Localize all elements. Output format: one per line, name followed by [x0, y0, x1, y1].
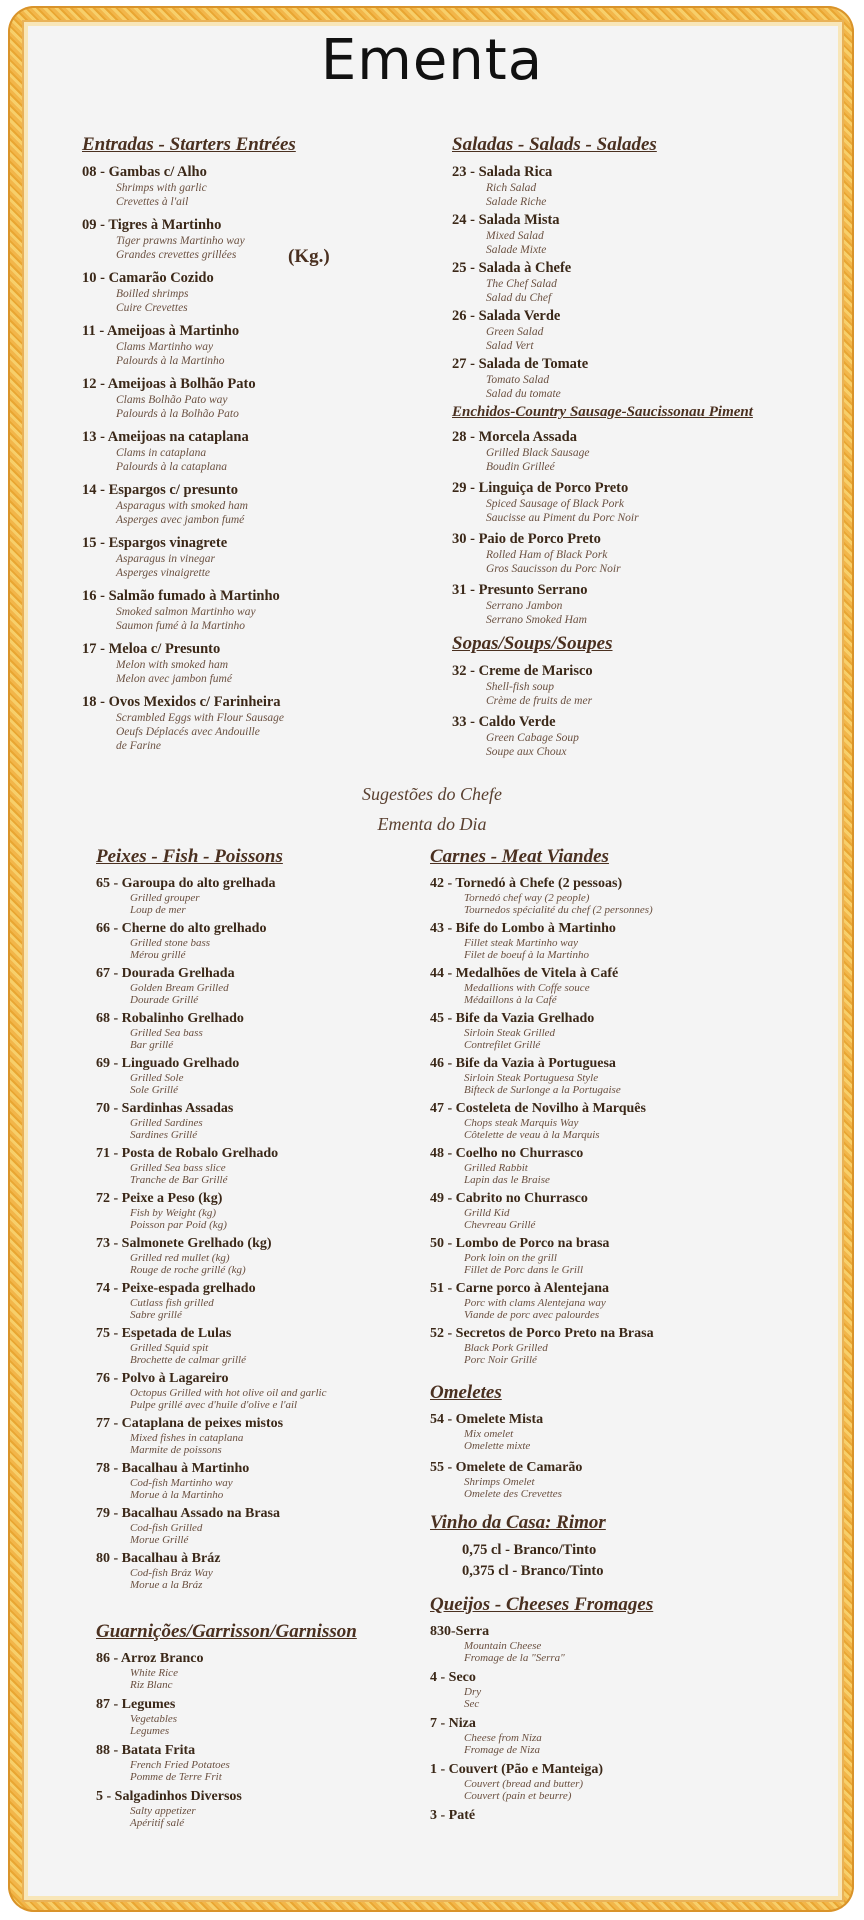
menu-item-translation: Cuire Crevettes: [116, 302, 188, 314]
menu-item: [430, 1808, 830, 1824]
menu-item-translation: Bifteck de Surlonge a la Portugaise: [464, 1084, 621, 1096]
menu-item-translation: Crème de fruits de mer: [486, 695, 593, 707]
menu-item: [96, 1281, 396, 1321]
menu-item: [96, 1551, 396, 1591]
menu-item-translation: Pork loin on the grill: [464, 1252, 557, 1264]
menu-item-translation: Porc Noir Grillé: [464, 1354, 537, 1366]
menu-item-name: 08 - Gambas c/ Alho: [82, 164, 207, 180]
wine-price-line: 0,375 cl - Branco/Tinto: [462, 1563, 604, 1579]
menu-item-translation: Clams in cataplana: [116, 447, 207, 459]
menu-item-translation: Shell-fish soup: [486, 681, 555, 693]
menu-item-translation: Tiger prawns Martinho way: [116, 235, 245, 247]
section-heading: Carnes - Meat Viandes: [430, 846, 609, 867]
menu-item-translation: Tournedos spécialité du chef (2 personnes): [464, 904, 653, 916]
menu-item-translation: Tornedó chef way (2 people): [464, 892, 590, 904]
menu-item-name: 31 - Presunto Serrano: [452, 582, 588, 598]
menu-item-name: 78 - Bacalhau à Martinho: [96, 1461, 250, 1476]
menu-of-the-day: Ementa do Dia: [377, 814, 487, 834]
menu-item-name: 88 - Batata Frita: [96, 1743, 196, 1758]
menu-item-translation: Tomato Salad: [486, 374, 550, 386]
section-heading: Peixes - Fish - Poissons: [96, 846, 283, 867]
menu-item: [82, 164, 372, 209]
menu-item: [96, 1416, 396, 1456]
menu-item-name: 69 - Linguado Grelhado: [96, 1056, 240, 1071]
menu-item-name: 27 - Salada de Tomate: [452, 356, 589, 372]
menu-item: [96, 1506, 396, 1546]
menu-item: [430, 1670, 830, 1710]
menu-item-translation: Shrimps Omelet: [464, 1476, 535, 1488]
menu-item-name: 29 - Linguiça de Porco Preto: [452, 480, 629, 496]
menu-item-name: 18 - Ovos Mexidos c/ Farinheira: [82, 694, 281, 710]
menu-item-name: 3 - Paté: [430, 1808, 476, 1823]
menu-item-translation: Pulpe grillé avec d'huile d'olive e l'ail: [130, 1399, 298, 1411]
menu-item-translation: Boudin Grilleé: [486, 461, 555, 473]
menu-item-translation: Spiced Sausage of Black Pork: [486, 498, 624, 510]
menu-item: [452, 260, 832, 305]
menu-item-translation: Shrimps with garlic: [116, 182, 207, 194]
menu-item-translation: Melon avec jambon fumé: [116, 673, 232, 685]
menu-item-name: 26 - Salada Verde: [452, 308, 561, 324]
menu-item-translation: Serrano Smoked Ham: [486, 614, 587, 626]
menu-item: [96, 1191, 396, 1231]
menu-item-translation: Filet de boeuf à la Martinho: [464, 949, 589, 961]
menu-item-name: 24 - Salada Mista: [452, 212, 560, 228]
menu-item: [96, 1789, 396, 1829]
menu-item-translation: Mix omelet: [464, 1428, 514, 1440]
menu-item-name: 1 - Couvert (Pão e Manteiga): [430, 1762, 604, 1777]
menu-item-name: 79 - Bacalhau Assado na Brasa: [96, 1506, 280, 1521]
menu-item-name: 49 - Cabrito no Churrasco: [430, 1191, 588, 1206]
menu-item-translation: Fish by Weight (kg): [130, 1207, 217, 1219]
menu-item-translation: Cod-fish Grilled: [130, 1522, 203, 1534]
menu-item-translation: Porc with clams Alentejana way: [464, 1297, 606, 1309]
menu-item-name: 67 - Dourada Grelhada: [96, 966, 235, 981]
menu-item-translation: Dry: [464, 1686, 482, 1698]
menu-item: [96, 1697, 396, 1737]
menu-item-translation: Scrambled Eggs with Flour Sausage: [116, 712, 285, 724]
menu-item-translation: Cod-fish Bráz Way: [130, 1567, 213, 1579]
section-heading: Enchidos-Country Sausage-Saucissonau Piment: [452, 404, 753, 420]
section-heading: Queijos - Cheeses Fromages: [430, 1594, 654, 1615]
menu-item-translation: Grilled grouper: [130, 892, 200, 904]
menu-item-translation: Asparagus in vinegar: [116, 553, 216, 565]
menu-item-translation: Contrefilet Grillé: [464, 1039, 541, 1051]
menu-item-translation: Sec: [464, 1698, 480, 1710]
menu-item-name: 7 - Niza: [430, 1716, 476, 1731]
menu-item-translation: Palourds à la cataplana: [116, 461, 228, 473]
menu-title: Ementa: [320, 28, 544, 93]
menu-item: [452, 356, 832, 401]
menu-item-translation: Salade Mixte: [486, 244, 547, 256]
menu-item: [96, 1101, 396, 1141]
menu-item-translation: Vegetables: [130, 1713, 178, 1725]
wine-price-line: 0,75 cl - Branco/Tinto: [462, 1542, 597, 1558]
menu-item: [96, 1371, 396, 1411]
menu-item-name: 17 - Meloa c/ Presunto: [82, 641, 221, 657]
menu-item-translation: Omelete des Crevettes: [464, 1488, 562, 1500]
menu-item-translation: Fromage de la "Serra": [464, 1652, 565, 1664]
menu-item-translation: Grilled Sardines: [130, 1117, 203, 1129]
menu-item-translation: Palourds à la Martinho: [116, 355, 225, 367]
chef-suggestions: Sugestões do Chefe: [362, 784, 502, 804]
menu-item-translation: Legumes: [130, 1725, 170, 1737]
meat-section: [430, 846, 830, 1830]
menu-item-translation: Rich Salad: [486, 182, 537, 194]
menu-item-translation: Soupe aux Choux: [486, 746, 567, 758]
menu-item: [430, 1101, 830, 1141]
section-heading: Entradas - Starters Entrées: [82, 134, 296, 155]
menu-item-translation: Grilld Kid: [464, 1207, 510, 1219]
menu-item-name: 48 - Coelho no Churrasco: [430, 1146, 584, 1161]
menu-item-translation: Cod-fish Martinho way: [130, 1477, 233, 1489]
menu-item: [96, 1743, 396, 1783]
menu-item-translation: Chevreau Grillé: [464, 1219, 536, 1231]
menu-item-translation: Grilled Sea bass: [130, 1027, 203, 1039]
menu-item-translation: Médaillons à la Café: [464, 994, 557, 1006]
menu-item-translation: Viande de porc avec palourdes: [464, 1309, 600, 1321]
menu-item-name: 74 - Peixe-espada grelhado: [96, 1281, 256, 1296]
menu-item: [452, 480, 832, 525]
menu-item-name: 4 - Seco: [430, 1670, 476, 1685]
menu-item-translation: Grilled Rabbit: [464, 1162, 528, 1174]
menu-item-name: 32 - Creme de Marisco: [452, 663, 593, 679]
menu-item-name: 44 - Medalhões de Vitela à Café: [430, 966, 619, 981]
menu-item: [430, 1460, 830, 1500]
menu-item: [96, 1651, 396, 1691]
menu-item-translation: Pomme de Terre Frit: [130, 1771, 222, 1783]
menu-item-translation: Clams Bolhão Pato way: [116, 394, 228, 406]
menu-item: [452, 429, 832, 474]
menu-item-translation: Salade Riche: [486, 196, 547, 208]
menu-item-translation: Sabre grillé: [130, 1309, 182, 1321]
section-heading: Saladas - Salads - Salades: [452, 134, 657, 155]
menu-item-translation: Tranche de Bar Grillé: [130, 1174, 228, 1186]
menu-item: [82, 323, 372, 368]
menu-item-name: 72 - Peixe a Peso (kg): [96, 1191, 223, 1206]
menu-item-name: 75 - Espetada de Lulas: [96, 1326, 232, 1341]
menu-item-translation: Smoked salmon Martinho way: [116, 606, 256, 618]
menu-item: [452, 663, 832, 708]
menu-item: [430, 1762, 830, 1802]
menu-item: [82, 376, 372, 421]
menu-item: [430, 1412, 830, 1452]
menu-item-translation: Apéritif salé: [130, 1817, 185, 1829]
menu-item: [96, 1236, 396, 1276]
menu-item-translation: Chops steak Marquis Way: [464, 1117, 579, 1129]
menu-item-translation: Black Pork Grilled: [464, 1342, 548, 1354]
menu-item: [82, 429, 372, 474]
menu-item-name: 71 - Posta de Robalo Grelhado: [96, 1146, 279, 1161]
menu-item-name: 45 - Bife da Vazia Grelhado: [430, 1011, 595, 1026]
menu-item: [430, 1056, 830, 1096]
menu-item-translation: French Fried Potatoes: [130, 1759, 230, 1771]
menu-item: [452, 308, 832, 353]
menu-item-name: 50 - Lombo de Porco na brasa: [430, 1236, 610, 1251]
menu-item-name: 25 - Salada à Chefe: [452, 260, 572, 276]
menu-item: [430, 1236, 830, 1276]
menu-item-translation: Omelette mixte: [464, 1440, 531, 1452]
menu-item: [452, 714, 832, 759]
menu-item-translation: Green Salad: [486, 326, 544, 338]
menu-item: [82, 694, 372, 753]
menu-item-translation: Serrano Jambon: [486, 600, 563, 612]
menu-item: [430, 1326, 830, 1366]
menu-item-name: 33 - Caldo Verde: [452, 714, 556, 730]
menu-item-name: 46 - Bife da Vazia à Portuguesa: [430, 1056, 616, 1071]
menu-item-name: 15 - Espargos vinagrete: [82, 535, 228, 551]
menu-item-translation: Mountain Cheese: [464, 1640, 542, 1652]
menu-item-translation: Salad Vert: [486, 340, 534, 352]
section-heading: Vinho da Casa: Rimor: [430, 1512, 606, 1533]
menu-item-name: 47 - Costeleta de Novilho à Marquês: [430, 1101, 646, 1116]
menu-item: [96, 1056, 396, 1096]
menu-item: [96, 966, 396, 1006]
menu-item-translation: de Farine: [116, 740, 162, 752]
menu-item: [82, 270, 372, 315]
menu-item: [96, 1326, 396, 1366]
starters-section: [82, 134, 372, 761]
menu-item-translation: Fillet de Porc dans le Grill: [464, 1264, 584, 1276]
menu-item: [452, 212, 832, 257]
menu-item-translation: Poisson par Poid (kg): [130, 1219, 227, 1231]
menu-item-name: 23 - Salada Rica: [452, 164, 553, 180]
menu-item-translation: Salty appetizer: [130, 1805, 196, 1817]
menu-item-name: 52 - Secretos de Porco Preto na Brasa: [430, 1326, 654, 1341]
menu-item-name: 10 - Camarão Cozido: [82, 270, 214, 286]
menu-item: [430, 876, 830, 916]
menu-item-translation: Riz Blanc: [130, 1679, 173, 1691]
menu-item-translation: Green Cabage Soup: [486, 732, 579, 744]
menu-item-translation: Sirloin Steak Portuguesa Style: [464, 1072, 599, 1084]
menu-item-translation: Grilled Sole: [130, 1072, 184, 1084]
menu-item-translation: The Chef Salad: [486, 278, 557, 290]
menu-item-name: 43 - Bife do Lombo à Martinho: [430, 921, 616, 936]
menu-item-name: 51 - Carne porco à Alentejana: [430, 1281, 609, 1296]
weight-label: (Kg.): [288, 246, 330, 267]
menu-item: [96, 1461, 396, 1501]
menu-item-translation: Melon with smoked ham: [116, 659, 229, 671]
menu-item-name: 54 - Omelete Mista: [430, 1412, 544, 1427]
menu-item-name: 30 - Paio de Porco Preto: [452, 531, 601, 547]
menu-item-translation: Medallions with Coffe souce: [464, 982, 590, 994]
menu-item-name: 12 - Ameijoas à Bolhão Pato: [82, 376, 256, 392]
menu-item: [430, 1281, 830, 1321]
menu-item-translation: Grilled Black Sausage: [486, 447, 590, 459]
menu-item-translation: Clams Martinho way: [116, 341, 214, 353]
menu-item-name: 5 - Salgadinhos Diversos: [96, 1789, 242, 1804]
menu-item-translation: Morue à la Martinho: [130, 1489, 224, 1501]
menu-item: [82, 217, 372, 262]
menu-item: [82, 641, 372, 686]
menu-item-translation: Cheese from Niza: [464, 1732, 542, 1744]
menu-item-translation: Mixed Salad: [486, 230, 544, 242]
menu-item-translation: Grilled Squid spit: [130, 1342, 209, 1354]
menu-item-translation: Fromage de Niza: [464, 1744, 540, 1756]
salads-section: [452, 134, 832, 765]
menu-item-translation: Grandes crevettes grillées: [116, 249, 237, 261]
menu-item-translation: Cutlass fish grilled: [130, 1297, 214, 1309]
menu-item: [82, 482, 372, 527]
menu-item-translation: Bar grillé: [130, 1039, 174, 1051]
menu-item-translation: Salad du Chef: [486, 292, 552, 304]
menu-item: [96, 876, 396, 916]
menu-item-translation: Marmite de poissons: [130, 1444, 222, 1456]
menu-item-name: 66 - Cherne do alto grelhado: [96, 921, 267, 936]
menu-item-translation: Crevettes à l'ail: [116, 196, 189, 208]
menu-item-translation: Lapin das le Braise: [464, 1174, 550, 1186]
menu-item-translation: Octopus Grilled with hot olive oil and garlic: [130, 1387, 327, 1399]
menu-item: [452, 164, 832, 209]
menu-item-translation: Loup de mer: [130, 904, 186, 916]
menu-item-translation: Couvert (bread and butter): [464, 1778, 584, 1790]
menu-item-translation: Asperges avec jambon fumé: [116, 514, 245, 526]
menu-item: [96, 1011, 396, 1051]
menu-item-name: 55 - Omelete de Camarão: [430, 1460, 583, 1475]
menu-item: [430, 966, 830, 1006]
menu-item-name: 11 - Ameijoas à Martinho: [82, 323, 240, 339]
menu-item-translation: Côtelette de veau à la Marquis: [464, 1129, 600, 1141]
menu-item-translation: Morue a la Bráz: [130, 1579, 203, 1591]
menu-item: [430, 1716, 830, 1756]
menu-item-translation: Oeufs Déplacés avec Andouille: [116, 726, 260, 738]
menu-item: [96, 921, 396, 961]
menu-item-name: 68 - Robalinho Grelhado: [96, 1011, 244, 1026]
menu-item-translation: Grilled Sea bass slice: [130, 1162, 226, 1174]
menu-item-name: 77 - Cataplana de peixes mistos: [96, 1416, 284, 1431]
menu-item: [96, 1146, 396, 1186]
menu-item-name: 73 - Salmonete Grelhado (kg): [96, 1236, 272, 1251]
menu-item-translation: Sole Grillé: [130, 1084, 178, 1096]
menu-item-translation: Couvert (pain et beurre): [464, 1790, 572, 1802]
section-heading: Guarnições/Garrisson/Garnisson: [96, 1621, 357, 1642]
menu-item-translation: Gros Saucisson du Porc Noir: [486, 563, 621, 575]
menu-item: [430, 1191, 830, 1231]
menu-item-name: 09 - Tigres à Martinho: [82, 217, 222, 233]
menu-item-translation: Mérou grillé: [130, 949, 186, 961]
menu-item: [430, 1011, 830, 1051]
menu-item-name: 28 - Morcela Assada: [452, 429, 577, 445]
section-heading: Sopas/Soups/Soupes: [452, 633, 613, 654]
menu-item-translation: Palourds à la Bolhão Pato: [116, 408, 239, 420]
menu-item-name: 80 - Bacalhau à Bráz: [96, 1551, 221, 1566]
section-heading: Omeletes: [430, 1382, 502, 1403]
menu-item-translation: Mixed fishes in cataplana: [130, 1432, 244, 1444]
menu-item: [430, 1624, 830, 1664]
menu-item: [430, 921, 830, 961]
menu-item-translation: Golden Bream Grilled: [130, 982, 229, 994]
menu-item-translation: Boilled shrimps: [116, 288, 189, 300]
menu-item-translation: Sardines Grillé: [130, 1129, 198, 1141]
menu-item-translation: Grilled stone bass: [130, 937, 211, 949]
menu-item-translation: Salad du tomate: [486, 388, 561, 400]
menu-item-translation: Dourade Grillé: [130, 994, 199, 1006]
menu-item-name: 87 - Legumes: [96, 1697, 176, 1712]
menu-item-translation: Asperges vinaigrette: [116, 567, 210, 579]
menu-item-translation: Saumon fumé à la Martinho: [116, 620, 246, 632]
menu-item: [82, 535, 372, 580]
menu-item-translation: Rouge de roche grillé (kg): [130, 1264, 246, 1276]
menu-item: [452, 582, 832, 627]
menu-item-translation: Morue Grillé: [130, 1534, 189, 1546]
menu-item-translation: Brochette de calmar grillé: [130, 1354, 246, 1366]
menu-item-translation: Asparagus with smoked ham: [116, 500, 248, 512]
menu-item-name: 65 - Garoupa do alto grelhada: [96, 876, 276, 891]
menu-item-name: 70 - Sardinhas Assadas: [96, 1101, 234, 1116]
menu-item-name: 830-Serra: [430, 1624, 490, 1639]
menu-item-translation: Saucisse au Piment du Porc Noir: [486, 512, 639, 524]
menu-item-name: 14 - Espargos c/ presunto: [82, 482, 239, 498]
menu-item-translation: Sirloin Steak Grilled: [464, 1027, 556, 1039]
menu-item: [82, 588, 372, 633]
menu-item-name: 76 - Polvo à Lagareiro: [96, 1371, 229, 1386]
menu-item-translation: Grilled red mullet (kg): [130, 1252, 230, 1264]
menu-item-name: 86 - Arroz Branco: [96, 1651, 204, 1666]
menu-item-name: 16 - Salmão fumado à Martinho: [82, 588, 280, 604]
menu-item-name: 42 - Tornedó à Chefe (2 pessoas): [430, 876, 623, 891]
menu-item-translation: White Rice: [130, 1667, 178, 1679]
menu-item-translation: Fillet steak Martinho way: [464, 937, 578, 949]
menu-item: [452, 531, 832, 576]
fish-section: [96, 846, 396, 1835]
menu-item-translation: Rolled Ham of Black Pork: [486, 549, 608, 561]
menu-item-name: 13 - Ameijoas na cataplana: [82, 429, 249, 445]
menu-item: [430, 1146, 830, 1186]
